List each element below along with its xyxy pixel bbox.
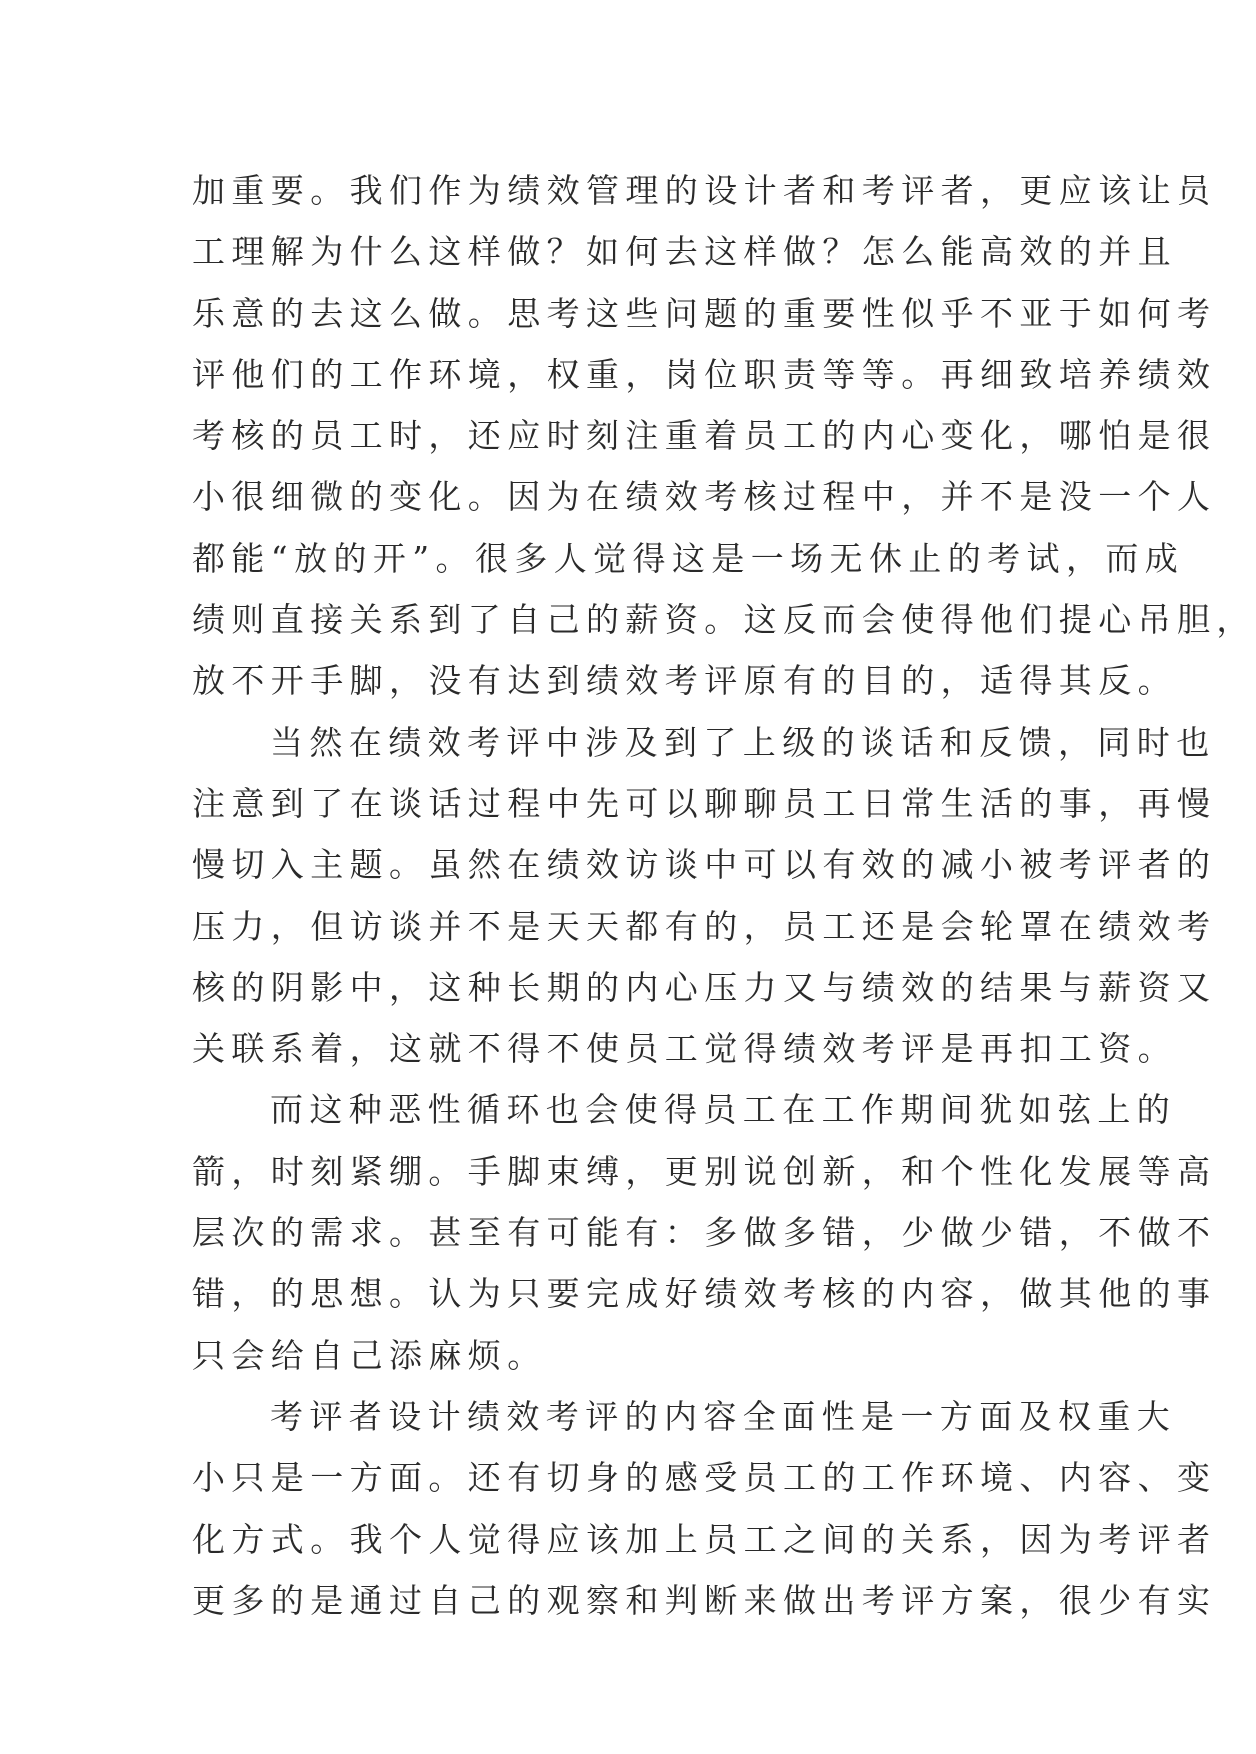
paragraph-first-line: 而这种恶性循环也会使得员工在工作期间犹如弦上的 <box>270 1090 1177 1130</box>
text-line: 箭，时刻紧绷。手脚束缚，更别说创新，和个性化发展等高 <box>192 1151 1217 1191</box>
paragraph-first-line: 考评者设计绩效考评的内容全面性是一方面及权重大 <box>270 1396 1177 1436</box>
text-line: 只会给自己添麻烦。 <box>192 1335 547 1375</box>
text-line: 注意到了在谈话过程中先可以聊聊员工日常生活的事，再慢 <box>192 783 1217 823</box>
text-line: 更多的是通过自己的观察和判断来做出考评方案，很少有实 <box>192 1580 1217 1620</box>
text-line: 考核的员工时，还应时刻注重着员工的内心变化，哪怕是很 <box>192 416 1217 456</box>
text-line: 压力，但访谈并不是天天都有的，员工还是会轮罩在绩效考 <box>192 906 1217 946</box>
text-line: 乐意的去这么做。思考这些问题的重要性似乎不亚于如何考 <box>192 293 1217 333</box>
text-line: 绩则直接关系到了自己的薪资。这反而会使得他们提心吊胆， <box>192 600 1256 640</box>
text-line: 加重要。我们作为绩效管理的设计者和考评者，更应该让员 <box>192 171 1217 210</box>
text-line: 小只是一方面。还有切身的感受员工的工作环境、内容、变 <box>192 1458 1217 1498</box>
text-line: 关联系着，这就不得不使员工觉得绩效考评是再扣工资。 <box>192 1029 1177 1069</box>
text-line: 评他们的工作环境，权重，岗位职责等等。再细致培养绩效 <box>192 354 1217 394</box>
text-line: 层次的需求。甚至有可能有：多做多错，少做少错，不做不 <box>192 1213 1217 1253</box>
text-line: 工理解为什么这样做？如何去这样做？怎么能高效的并且 <box>192 232 1177 272</box>
text-line: 都能“放的开”。很多人觉得这是一场无休止的考试，而成 <box>192 538 1185 578</box>
text-line: 小很细微的变化。因为在绩效考核过程中，并不是没一个人 <box>192 477 1217 517</box>
text-line: 慢切入主题。虽然在绩效访谈中可以有效的减小被考评者的 <box>192 845 1217 885</box>
text-line: 核的阴影中，这种长期的内心压力又与绩效的结果与薪资又 <box>192 967 1217 1007</box>
text-line: 错，的思想。认为只要完成好绩效考核的内容，做其他的事 <box>192 1274 1217 1314</box>
text-line: 化方式。我个人觉得应该加上员工之间的关系，因为考评者 <box>192 1519 1217 1559</box>
text-line: 放不开手脚，没有达到绩效考评原有的目的，适得其反。 <box>192 661 1177 701</box>
paragraph-first-line: 当然在绩效考评中涉及到了上级的谈话和反馈，同时也 <box>270 722 1216 762</box>
body-text <box>192 160 1256 1631</box>
